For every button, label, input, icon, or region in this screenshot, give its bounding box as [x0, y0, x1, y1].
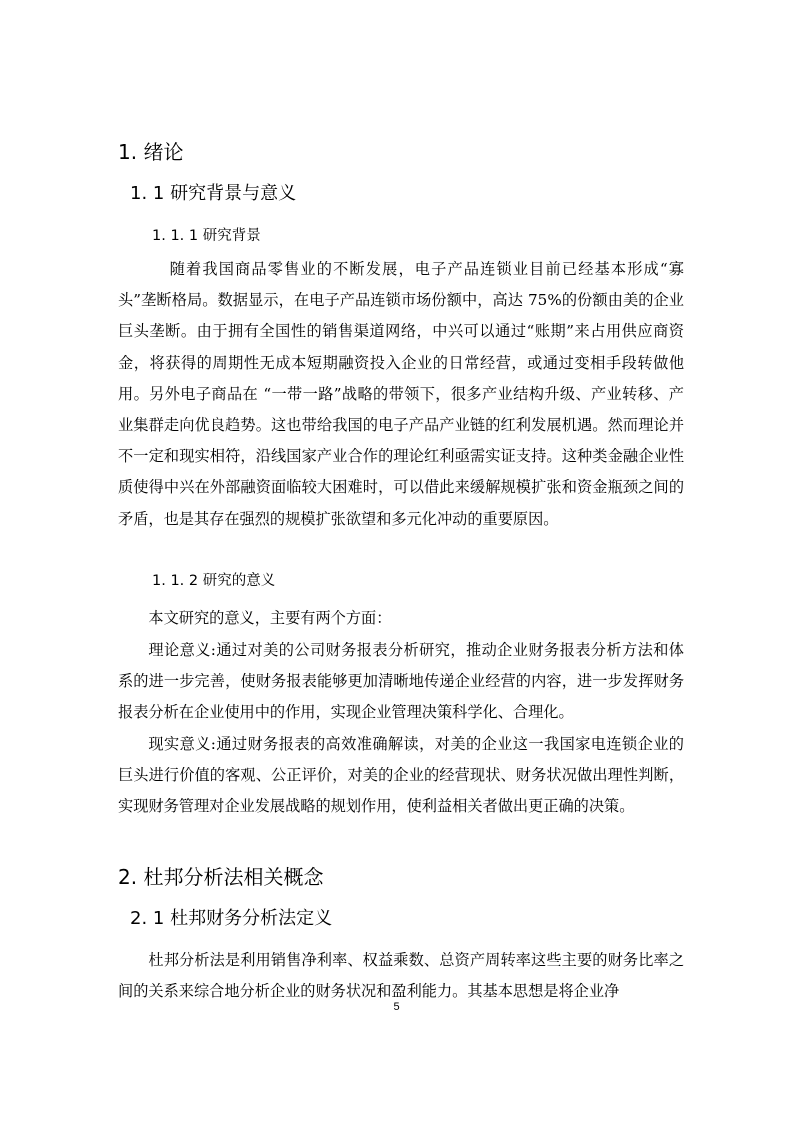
paragraph-research-background: 随着我国商品零售业的不断发展，电子产品连锁业目前已经基本形成“寡头”垄断格局。数据显示，在电子产品连锁市场份额中，高达 75%的份额由美的企业巨头垄断。由于拥有全国性的销售渠道网络，中兴可以通过“账期”来占用供应商资金，将获得的周期性无成本短期融资投入企业的日常经营，或通过变相手段转做他用。另外电子商品在 “一带一路”战略的带领下，很多产业结构升级、产业转移、产业集群走向优良趋势。这也带给我国的电子产品产业链的红利发展机遇。然而理论并不一定和现实相符，沿线国家产业合作的理论红利亟需实证支持。这种类金融企业性质使得中兴在外部融资面临较大困难时，可以借此来缓解规模扩张和资金瓶颈之间的矛盾，也是其存在强烈的规模扩张欲望和多元化冲动的重要原因。 — [118, 260, 684, 528]
heading-section-1-1: 1. 1 研究背景与意义 — [130, 183, 297, 204]
heading-subsection-1-1-2: 1. 1. 2 研究的意义 — [152, 573, 276, 589]
page-number: 5 — [393, 1001, 400, 1013]
paragraph-theoretical-meaning: 理论意义:通过对美的公司财务报表分析研究，推动企业财务报表分析方法和体系的进一步完善，使财务报表能够更加清晰地传递企业经营的内容，进一步发挥财务报表分析在企业使用中的作用，实现企业管理决策科学化、合理化。 — [118, 641, 684, 722]
paragraph-dupont-definition: 杜邦分析法是利用销售净利率、权益乘数、总资产周转率这些主要的财务比率之间的关系来综合地分析企业的财务状况和盈利能力。其基本思想是将企业净 — [118, 951, 684, 1001]
heading-chapter-1: 1. 绪论 — [118, 140, 184, 164]
paragraph-practical-meaning: 现实意义:通过财务报表的高效准确解读，对美的企业这一我国家电连锁企业的巨头进行价值的客观、公正评价，对美的企业的经营现状、财务状况做出理性判断，实现财务管理对企业发展战略的规划作用，使利益相关者做出更正确的决策。 — [118, 735, 684, 816]
paragraph-meaning-intro: 本文研究的意义，主要有两个方面： — [148, 609, 392, 627]
heading-chapter-2: 2. 杜邦分析法相关概念 — [118, 865, 324, 889]
heading-section-2-1: 2. 1 杜邦财务分析法定义 — [130, 908, 333, 929]
heading-subsection-1-1-1: 1. 1. 1 研究背景 — [152, 228, 261, 244]
